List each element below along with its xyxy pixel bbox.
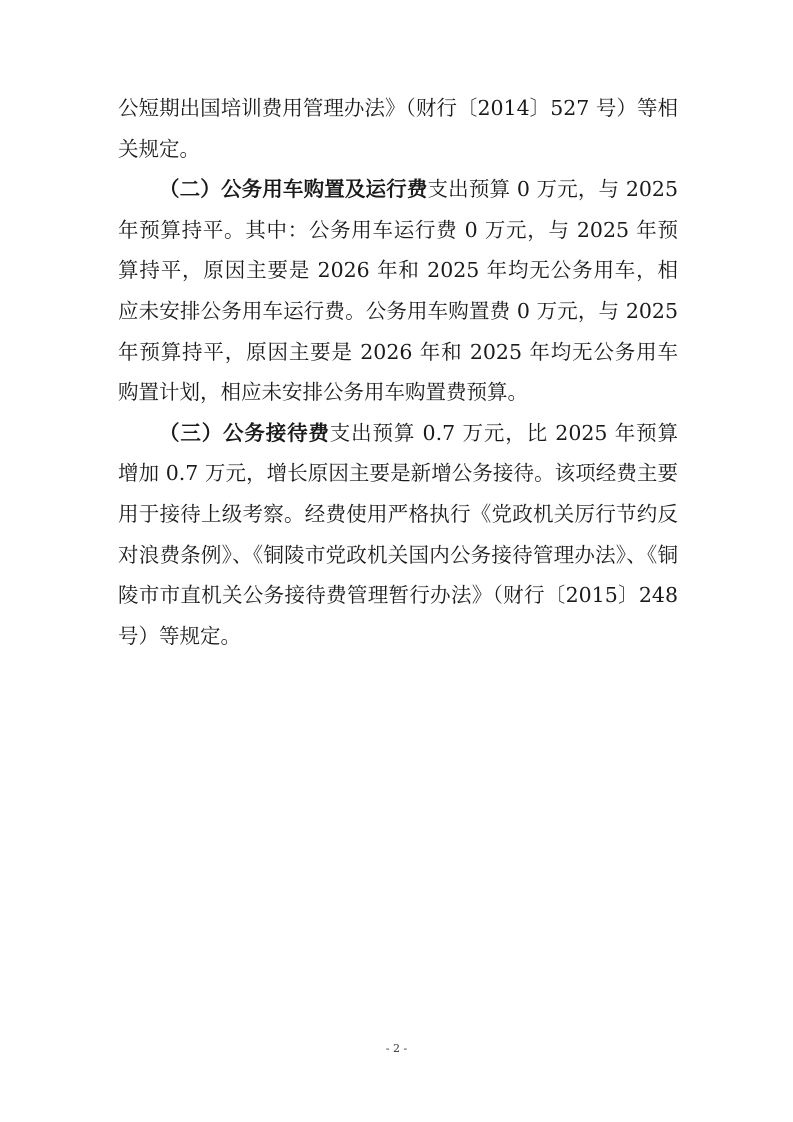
paragraph-reception-costs (118, 413, 678, 657)
paragraph-text: 支出预算 0.7 万元，比 2025 年预算增加 0.7 万元，增长原因主要是新增公务接待。该项经费主要用于接待上级考察。经费使用严格执行《党政机关厉行节约反对浪费条例》、《铜陵市党政机关国内公务接待管理办法》、《铜陵市市直机关公务接待费管理暂行办法》（财行〔2015〕248 号）等规定。 (118, 420, 679, 648)
document-body (118, 88, 678, 656)
paragraph-text: 公短期出国培训费用管理办法》（财行〔2014〕527 号）等相关规定。 (118, 96, 678, 161)
paragraph-vehicle-costs (118, 169, 678, 413)
section-heading: （三）公务接待费 (159, 420, 330, 445)
section-heading: （二）公务用车购置及运行费 (159, 177, 428, 202)
paragraph-continuation (118, 88, 678, 169)
page-number: - 2 - (385, 1042, 408, 1055)
paragraph-text: 支出预算 0 万元，与 2025 年预算持平。其中：公务用车运行费 0 万元，与 2025 年预算持平，原因主要是 2026 年和 2025 年均无公务用车，相应未安排公务用车运行费。公务用车购置费 0 万元，与 2025 年预算持平，原因主要是 2026 年和 2025 年均无公务用车购置计划，相应未安排公务用车购置费预算。 (118, 177, 679, 405)
